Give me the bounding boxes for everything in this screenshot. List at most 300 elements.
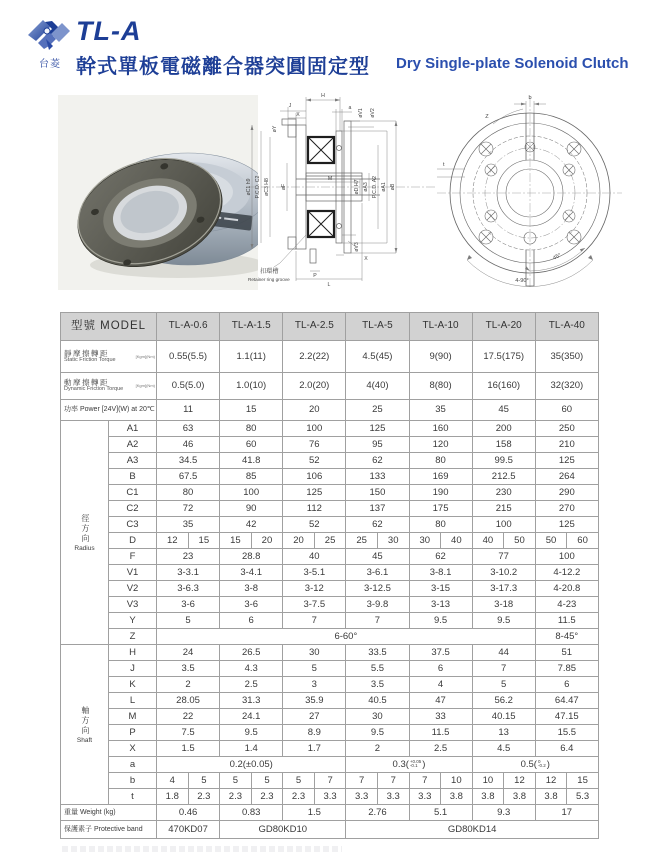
spec-row [61,773,599,789]
spec-cell: 0.5(5.0) [157,373,220,400]
spec-cell: 13 [472,725,535,741]
spec-cell: 4.5 [472,741,535,757]
spec-cell: 3-4.1 [220,565,283,581]
spec-row [61,693,599,709]
spec-cell: 30 [409,533,441,549]
spec-cell: 100 [472,517,535,533]
spec-cell: 0.5( 0 -0.2 ) [472,757,598,773]
row-label-cell: 保護素子 Protective band [61,821,157,839]
dim-letter-cell: a [109,757,157,773]
spec-cell: 3-3.1 [157,565,220,581]
spec-cell: 4 [409,677,472,693]
spec-cell: 133 [346,469,409,485]
spec-cell: 46 [157,437,220,453]
spec-cell: 3-8.1 [409,565,472,581]
brand-logo-icon [26,17,72,59]
spec-cell: 11 [157,400,220,421]
spec-cell: 190 [409,485,472,501]
dim-label-z: Z [485,114,489,120]
spec-row [61,485,599,501]
spec-cell: 15 [567,773,599,789]
spec-cell: 5.1 [409,805,472,821]
spec-cell: 25 [314,533,346,549]
dim-letter-cell: C2 [109,501,157,517]
page-title-zh: 幹式單板電磁離合器突圓固定型 [76,56,370,78]
spec-cell: 7 [472,661,535,677]
spec-cell: 3.8 [504,789,536,805]
spec-cell: 33 [409,709,472,725]
spec-cell: 7 [346,613,409,629]
spec-cell: 5 [157,613,220,629]
dim-label-oa3: øA3 [363,182,369,192]
spec-cell: 4.5(45) [346,341,409,373]
dim-label-ov2: øV2 [370,108,376,118]
spec-cell: 210 [535,437,598,453]
dim-label-x-top: X [296,112,300,118]
spec-cell: 5 [188,773,220,789]
dim-letter-cell: V3 [109,597,157,613]
spec-cell: 0.3( +0.05 -0.1 ) [346,757,472,773]
dim-label-b: b [528,95,532,101]
spec-cell: 250 [535,421,598,437]
spec-cell: 125 [283,485,346,501]
spec-cell: 2.76 [346,805,409,821]
spec-cell: 1.5 [283,805,346,821]
dim-letter-cell: b [109,773,157,789]
dim-letter-cell: t [109,789,157,805]
dim-letter-cell: P [109,725,157,741]
spec-cell: 32(320) [535,373,598,400]
spec-row [61,373,599,400]
spec-cell: 47.15 [535,709,598,725]
spec-cell: 4 [157,773,189,789]
spec-cell: 34.5 [157,453,220,469]
spec-cell: 77 [472,549,535,565]
spec-row [61,517,599,533]
spec-cell: 22 [157,709,220,725]
dim-label-oy: øY [272,125,278,133]
spec-table [60,312,599,839]
spec-row [61,437,599,453]
spec-cell: 6 [535,677,598,693]
spec-cell: 270 [535,501,598,517]
spec-cell: 47 [409,693,472,709]
spec-cell: 52 [283,517,346,533]
dim-letter-cell: K [109,677,157,693]
spec-cell: 0.2(±0.05) [157,757,346,773]
dim-label-l: L [327,282,331,288]
spec-row [61,565,599,581]
spec-cell: 7 [409,773,441,789]
dim-letter-cell: A3 [109,453,157,469]
product-photo [58,95,258,290]
dim-label-4-90deg: 4-90° [515,278,529,284]
spec-cell: 3-6 [220,597,283,613]
spec-cell: 212.5 [472,469,535,485]
spec-cell: 63 [157,421,220,437]
dim-letter-cell: M [109,709,157,725]
spec-cell: 51 [535,645,598,661]
spec-cell: 30 [283,645,346,661]
spec-cell: 3-8 [220,581,283,597]
dim-label-x-bottom: X [364,256,368,262]
spec-cell: 3-13 [409,597,472,613]
spec-cell: 6 [220,613,283,629]
dim-label-m: M [327,176,333,182]
spec-cell: 12 [535,773,567,789]
spec-cell: 125 [346,421,409,437]
spec-cell: 0.46 [157,805,220,821]
spec-cell: 2.3 [220,789,252,805]
spec-cell: 40 [472,533,504,549]
spec-cell: 9.5 [409,613,472,629]
dim-label-p: P [313,273,317,279]
spec-cell: 215 [472,501,535,517]
spec-cell: 7.85 [535,661,598,677]
row-label-cell: 功率 Power [24V](W) at 20℃ [61,400,157,421]
spec-cell: 50 [535,533,567,549]
dim-label-of: øF [281,183,287,191]
spec-cell: 2 [157,677,220,693]
spec-cell: 15.5 [535,725,598,741]
spec-cell: 6-60° [157,629,536,645]
spec-cell: 100 [535,549,598,565]
dim-label-t: t [443,162,445,168]
spec-cell: 3.3 [377,789,409,805]
spec-cell: 24.1 [220,709,283,725]
spec-cell: 5 [251,773,283,789]
retainer-note-en: Retainer ring groove [248,277,290,282]
spec-cell: 1.8 [157,789,189,805]
spec-cell: 3-6.3 [157,581,220,597]
row-label-cell: 重量 Weight (kg) [61,805,157,821]
spec-cell: 1.5 [157,741,220,757]
spec-cell: 9.3 [472,805,535,821]
spec-row [61,469,599,485]
dim-label-h: H [321,93,325,99]
spec-cell: 50 [504,533,536,549]
spec-cell: 37.5 [409,645,472,661]
spec-cell: 4.3 [220,661,283,677]
spec-cell: 112 [283,501,346,517]
spec-cell: 100 [283,421,346,437]
spec-cell: TL-A-5 [346,313,409,341]
spec-cell: 3.3 [409,789,441,805]
spec-cell: 25 [346,400,409,421]
spec-cell: 52 [283,453,346,469]
spec-cell: 5 [283,661,346,677]
spec-cell: 99.5 [472,453,535,469]
spec-cell: 17.5(175) [472,341,535,373]
spec-cell: 3.5 [157,661,220,677]
spec-cell: 3-15 [409,581,472,597]
spec-cell: 20 [283,533,315,549]
row-label-cell: 靜摩擦轉距 Static Friction Torque [Kgm](Nm) [61,341,157,373]
spec-cell: 3-6 [157,597,220,613]
spec-cell: 1.0(10) [220,373,283,400]
spec-cell: 85 [220,469,283,485]
spec-cell: 20 [251,533,283,549]
spec-cell: 7 [377,773,409,789]
spec-cell: 3-17.3 [472,581,535,597]
spec-cell: TL-A-0.6 [157,313,220,341]
spec-cell: 4-12.2 [535,565,598,581]
spec-cell: 5.3 [567,789,599,805]
dim-label-ov1: øV1 [358,108,364,118]
dim-letter-cell: V2 [109,581,157,597]
spec-cell: 35 [157,517,220,533]
spec-cell: 3-5.1 [283,565,346,581]
spec-cell: 8-45° [535,629,598,645]
spec-cell: 2.3 [251,789,283,805]
spec-cell: 9.5 [472,613,535,629]
dim-letter-cell: Y [109,613,157,629]
spec-cell: 264 [535,469,598,485]
spec-cell: 8(80) [409,373,472,400]
dim-letter-cell: B [109,469,157,485]
spec-cell: 15 [188,533,220,549]
spec-cell: 7 [346,773,378,789]
spec-cell: 8.9 [283,725,346,741]
spec-cell: 15 [220,533,252,549]
spec-cell: 30 [346,709,409,725]
spec-cell: 28.8 [220,549,283,565]
spec-row [61,677,599,693]
dim-label-45deg: 45° [552,252,563,262]
spec-row [61,645,599,661]
spec-cell: 5 [283,773,315,789]
spec-cell: 2.3 [283,789,315,805]
retainer-note-zh: 扣環槽 [260,268,279,275]
spec-cell: 137 [346,501,409,517]
cross-section-drawing [240,85,440,300]
spec-cell: 76 [283,437,346,453]
brand-name: 台菱 [39,59,61,70]
spec-cell: 9.5 [220,725,283,741]
spec-cell: 60 [535,400,598,421]
spec-cell: 4(40) [346,373,409,400]
spec-cell: 80 [409,517,472,533]
spec-cell: 31.3 [220,693,283,709]
spec-row [61,341,599,373]
spec-cell: 6.4 [535,741,598,757]
series-title: TL-A [76,16,142,46]
dim-letter-cell: D [109,533,157,549]
spec-cell: 41.8 [220,453,283,469]
spec-cell: 470KD07 [157,821,220,839]
dim-letter-cell: J [109,661,157,677]
spec-cell: 60 [220,437,283,453]
spec-cell: 45 [472,400,535,421]
spec-cell: TL-A-20 [472,313,535,341]
dim-label-ov3: øV3 [354,242,360,252]
spec-cell: 23 [157,549,220,565]
spec-row [61,789,599,805]
dim-letter-cell: X [109,741,157,757]
spec-cell: 5 [472,677,535,693]
spec-cell: 6 [409,661,472,677]
spec-cell: 3 [283,677,346,693]
spec-cell: 24 [157,645,220,661]
spec-cell: 2.5 [220,677,283,693]
spec-cell: 1.7 [283,741,346,757]
spec-cell: 3.8 [472,789,504,805]
spec-cell: 9(90) [409,341,472,373]
dim-label-oc3: øC3 H8 [264,178,270,196]
spec-cell: 125 [535,453,598,469]
spec-row [61,613,599,629]
spec-cell: 2.0(20) [283,373,346,400]
spec-cell: 35.9 [283,693,346,709]
dim-letter-cell: L [109,693,157,709]
spec-cell: TL-A-1.5 [220,313,283,341]
dim-label-a: a [348,105,352,111]
spec-cell: 80 [409,453,472,469]
spec-cell: 28.05 [157,693,220,709]
spec-cell: 67.5 [157,469,220,485]
spec-row [61,549,599,565]
dim-letter-cell: V1 [109,565,157,581]
spec-cell: 7 [314,773,346,789]
dim-letter-cell: F [109,549,157,565]
spec-cell: 11.5 [409,725,472,741]
spec-cell: 10 [441,773,473,789]
dim-letter-cell: A2 [109,437,157,453]
group-label-cell: 軸方向 Shaft [61,645,109,805]
spec-cell: 120 [409,437,472,453]
spec-cell: 15 [220,400,283,421]
spec-cell: 33.5 [346,645,409,661]
dim-label-od: øD H7 [354,179,360,195]
spec-cell: 3.8 [441,789,473,805]
spec-cell: 44 [472,645,535,661]
dim-letter-cell: C1 [109,485,157,501]
spec-cell: 30 [377,533,409,549]
spec-row [61,597,599,613]
spec-cell: 3.5 [346,677,409,693]
spec-cell: 60 [567,533,599,549]
spec-cell: 5.5 [346,661,409,677]
spec-cell: 1.4 [220,741,283,757]
spec-cell: 7.5 [157,725,220,741]
spec-cell: 62 [346,517,409,533]
dim-label-oa1: øA1 [381,182,387,192]
spec-row [61,581,599,597]
spec-cell: 90 [220,501,283,517]
spec-cell: 0.55(5.5) [157,341,220,373]
spec-cell: 100 [220,485,283,501]
spec-cell: 20 [283,400,346,421]
spec-row [61,709,599,725]
spec-row [61,533,599,549]
spec-cell: 158 [472,437,535,453]
spec-cell: 40.15 [472,709,535,725]
spec-cell: 2.5 [409,741,472,757]
spec-cell: 3-6.1 [346,565,409,581]
spec-cell: 3-12.5 [346,581,409,597]
spec-cell: 9.5 [346,725,409,741]
spec-cell: 3-12 [283,581,346,597]
cutoff-text-remnant [62,846,342,852]
dim-label-oc1: øC1 h9 [246,178,252,196]
spec-cell: 45 [346,549,409,565]
group-label-cell: 徑方向 Radius [61,421,109,645]
spec-cell: 40 [283,549,346,565]
spec-row [61,661,599,677]
spec-row [61,400,599,421]
spec-cell: 16(160) [472,373,535,400]
spec-cell: 3-7.5 [283,597,346,613]
dim-letter-cell: H [109,645,157,661]
spec-cell: 150 [346,485,409,501]
spec-cell: 4-20.8 [535,581,598,597]
dim-letter-cell: Z [109,629,157,645]
spec-cell: 3-9.8 [346,597,409,613]
spec-cell: 200 [472,421,535,437]
spec-cell: 11.5 [535,613,598,629]
spec-cell: 3.8 [535,789,567,805]
spec-cell: 42 [220,517,283,533]
spec-row [61,313,599,341]
spec-cell: 2.3 [188,789,220,805]
spec-cell: 25 [346,533,378,549]
dim-label-ob: øB [390,183,396,191]
dim-label-pcda2: P.C.D. A2 [372,175,378,199]
dim-label-pcdc2: P.C.D. C2 [255,175,261,199]
spec-cell: 3.3 [314,789,346,805]
spec-cell: 35 [409,400,472,421]
spec-row [61,421,599,437]
spec-cell: 3.3 [346,789,378,805]
spec-cell: 2 [346,741,409,757]
spec-cell: 3-18 [472,597,535,613]
spec-cell: TL-A-10 [409,313,472,341]
front-view-drawing [437,90,622,295]
spec-cell: 80 [220,421,283,437]
spec-row [61,725,599,741]
spec-cell: GD80KD10 [220,821,346,839]
spec-row [61,453,599,469]
spec-table-wrap [60,312,599,839]
spec-cell: 290 [535,485,598,501]
spec-row [61,757,599,773]
spec-cell: 95 [346,437,409,453]
spec-cell: 27 [283,709,346,725]
spec-cell: 40 [441,533,473,549]
spec-cell: GD80KD14 [346,821,599,839]
spec-cell: 56.2 [472,693,535,709]
spec-row [61,501,599,517]
spec-cell: TL-A-2.5 [283,313,346,341]
spec-table-body [61,313,599,839]
spec-cell: 12 [157,533,189,549]
dim-letter-cell: C3 [109,517,157,533]
spec-cell: 72 [157,501,220,517]
spec-cell: 64.47 [535,693,598,709]
spec-cell: 106 [283,469,346,485]
spec-row [61,821,599,839]
spec-cell: 125 [535,517,598,533]
spec-cell: 7 [283,613,346,629]
spec-cell: 17 [535,805,598,821]
spec-row [61,741,599,757]
spec-cell: 62 [409,549,472,565]
spec-cell: 12 [504,773,536,789]
spec-cell: 230 [472,485,535,501]
spec-cell: 0.83 [220,805,283,821]
spec-cell: 26.5 [220,645,283,661]
spec-cell: 5 [220,773,252,789]
